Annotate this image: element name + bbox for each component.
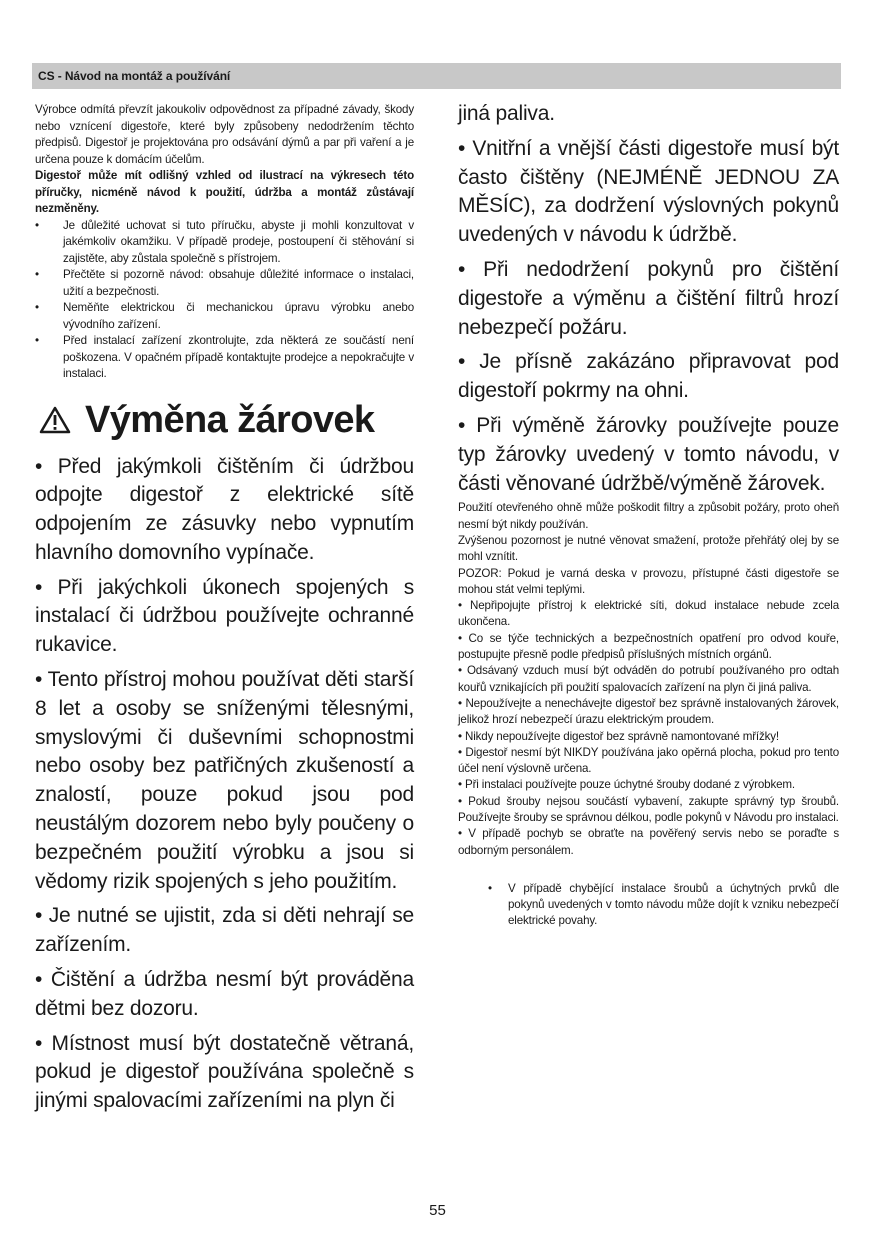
list-item	[35, 333, 414, 383]
list-item-text: V případě chybějící instalace šroubů a úchytných prvků dle pokynů uvedených v tomto návodu může dojít k vzniku nebezpečí elektrické povahy.	[508, 881, 839, 928]
safety-paragraph: • Je nutné se ujistit, zda si děti nehrají se zařízením.	[35, 904, 414, 957]
safety-paragraphs	[35, 453, 414, 1117]
page-header	[32, 63, 841, 89]
intro-paragraph: Výrobce odmítá převzít jakoukoliv odpovědnost za případné závady, škody nebo vznícení digestoře, které byly způsobeny nedodržením těchto předpisů. Digestoř je projektována pro odsávání dýmů a par při vaření a je určena pouze k domácím účelům.	[35, 103, 414, 166]
warning-paragraph: Použití otevřeného ohně může poškodit filtry a způsobit požáry, proto oheň nesmí být nikdy používán.	[458, 501, 839, 531]
warning-icon	[39, 404, 71, 436]
page-number: 55	[429, 1202, 446, 1219]
safety-paragraph: • Tento přístroj mohou používat děti starší 8 let a osoby se sníženými tělesnými, smyslovými či duševními schopnostmi nebo osoby bez patřičných zkušeností a znalostí, pouze pokud jsou pod neustálým dozorem nebo byly poučeny o bezpečném použití výrobku a jsou si vědomy rizik spojených s jeho použitím.	[35, 668, 414, 893]
header-title: CS - Návod na montáž a používání	[38, 69, 231, 83]
safety-paragraph: • Před jakýmkoli čištěním či údržbou odpojte digestoř z elektrické sítě odpojením ze zásuvky nebo vypnutím hlavního domovního vypínače.	[35, 454, 414, 564]
list-item	[35, 267, 414, 300]
safety-paragraph: • Místnost musí být dostatečně větraná, pokud je digestoř používána společně s jinými spalovacími zařízeními na plyn či	[35, 1031, 414, 1113]
safety-paragraph: • Při výměně žárovky používejte pouze typ žárovky uvedený v tomto návodu, v části věnované údržbě/výměně žárovek.	[458, 413, 839, 495]
intro-block	[35, 102, 414, 383]
list-item	[35, 218, 414, 268]
section-title: Výměna žárovek	[85, 398, 375, 441]
bullet: •	[35, 218, 39, 232]
warning-paragraph: • Odsávaný vzduch musí být odváděn do potrubí používaného pro odtah kouřů vznikajících při použití spalovacích zařízení na plyn či jiná paliva.	[458, 664, 839, 694]
bullet: •	[35, 301, 39, 314]
list-item	[458, 881, 839, 930]
warning-paragraph: • Digestoř nesmí být NIKDY používána jako opěrná plocha, pokud pro tento účel není výslovně určena.	[458, 745, 839, 776]
warning-paragraph: • Nikdy nepoužívejte digestoř bez správně namontované mřížky!	[458, 729, 779, 743]
safety-paragraph: • Při nedodržení pokynů pro čištění digestoře a výměnu a čištění filtrů hrozí nebezpečí požáru.	[458, 257, 839, 339]
section-heading	[35, 397, 414, 443]
warning-paragraph: • Nepřipojujte přístroj k elektrické síti, dokud instalace nebude zcela ukončena.	[458, 599, 839, 629]
warnings-block	[458, 500, 839, 929]
right-column	[458, 100, 839, 930]
bullet: •	[488, 881, 492, 895]
safety-paragraph: • Vnitřní a vnější části digestoře musí být často čištěny (NEJMÉNĚ JEDNOU ZA MĚSÍC), za dodržení výslovných pokynů uvedených v návodu k údržbě.	[458, 136, 839, 247]
safety-paragraph: jiná paliva.	[458, 102, 555, 125]
bold-note: Digestoř může mít odlišný vzhled od ilustrací na výkresech této příručky, nicméně návod k použití, údržba a montáž zůstávají nezměněny.	[35, 169, 414, 215]
left-column	[35, 102, 414, 1122]
list-item-text: Neměňte elektrickou či mechanickou úpravu výrobku anebo vývodního zařízení.	[63, 301, 414, 331]
warning-paragraph: Zvýšenou pozornost je nutné věnovat smažení, protože přehřátý olej by se mohl vznítit.	[458, 533, 839, 564]
bullet: •	[35, 268, 39, 281]
safety-paragraph: • Čištění a údržba nesmí být prováděna dětmi bez dozoru.	[35, 968, 414, 1020]
warning-paragraph: • Co se týče technických a bezpečnostních opatření pro odvod kouře, postupujte přesně podle předpisů příslušných místních orgánů.	[458, 631, 839, 662]
warning-paragraph: • Nepoužívejte a nenechávejte digestoř bez správně instalovaných žárovek, jelikož hrozí nebezpečí úrazu elektrickým proudem.	[458, 696, 839, 727]
list-item-text: Před instalací zařízení zkontrolujte, zda některá ze součástí není poškozena. V opačném případě kontaktujte prodejce a nepokračujte v instalaci.	[63, 334, 414, 380]
list-item-text: Je důležité uchovat si tuto příručku, abyste ji mohli konzultovat v jakémkoliv okamžiku. V případě prodeje, postoupení či stěhování si zajistěte, aby zůstala společně s přístrojem.	[63, 218, 414, 265]
list-item	[35, 300, 414, 333]
warning-paragraph: • Při instalaci používejte pouze úchytné šrouby dodané z výrobkem.	[458, 778, 796, 792]
warning-paragraph: • Pokud šrouby nejsou součástí vybavení, zakupte správný typ šroubů. Používejte šrouby se správnou délkou, podle pokynů v Návodu pro instalaci.	[458, 794, 839, 824]
bullet: •	[35, 334, 39, 347]
safety-paragraph: • Při jakýchkoli úkonech spojených s instalací či údržbou používejte ochranné rukavice.	[35, 575, 414, 657]
warning-paragraph: POZOR: Pokud je varná deska v provozu, přístupné části digestoře se mohou stát velmi teplými.	[458, 566, 839, 596]
safety-paragraphs-continued	[458, 100, 839, 498]
warning-paragraph: • V případě pochyb se obraťte na pověřený servis nebo se poraďte s odborným personálem.	[458, 827, 839, 857]
list-item-text: Přečtěte si pozorně návod: obsahuje důležité informace o instalaci, užití a bezpečnosti.	[63, 268, 414, 298]
safety-paragraph: • Je přísně zakázáno připravovat pod digestoří pokrmy na ohni.	[458, 350, 839, 403]
